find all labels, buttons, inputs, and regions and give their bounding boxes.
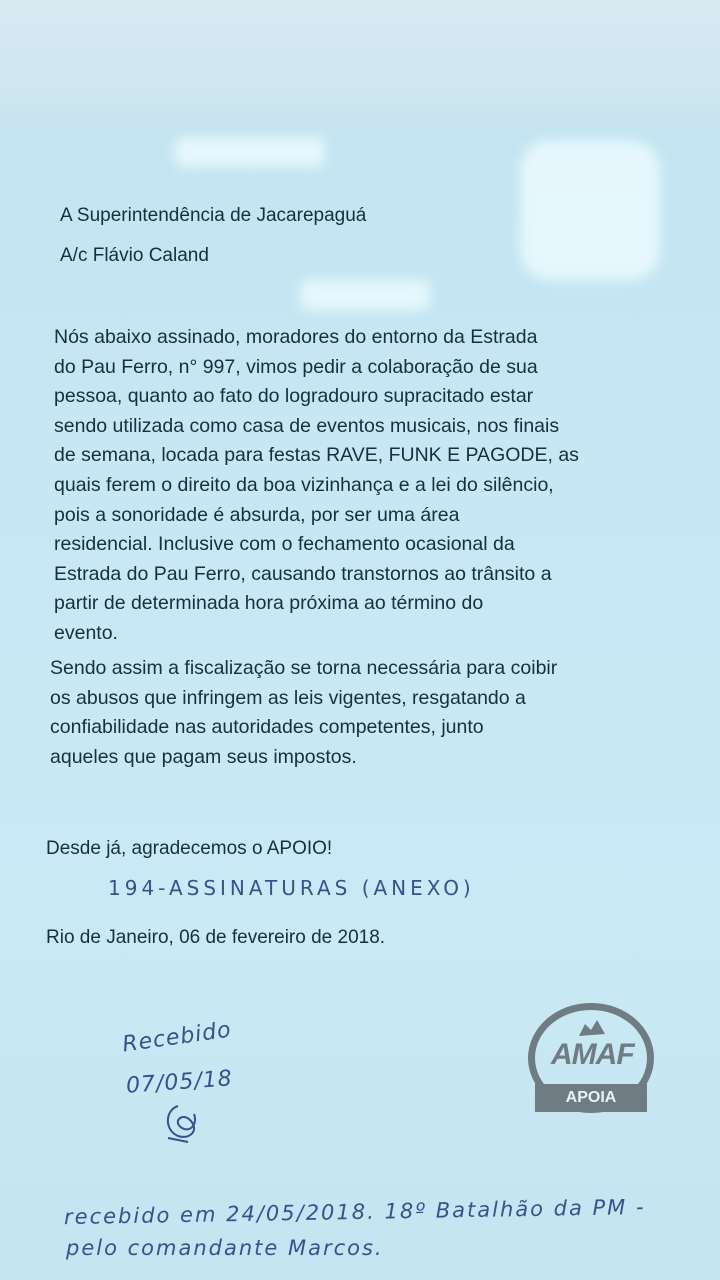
thanks-line: Desde já, agradecemos o APOIO! (46, 838, 333, 859)
paragraph-line: de semana, locada para festas RAVE, FUNK E PAGODE, as (54, 444, 579, 467)
amaf-stamp (528, 1003, 654, 1113)
signature-scribble (160, 1100, 210, 1145)
place-date-line: Rio de Janeiro, 06 de fevereiro de 2018. (46, 927, 386, 948)
paragraph-line: sendo utilizada como casa de eventos musicais, nos finais (54, 414, 560, 437)
paragraph-line: aqueles que pagam seus impostos. (50, 745, 357, 768)
paragraph-line: Estrada do Pau Ferro, causando transtornos ao trânsito a (54, 562, 552, 585)
paragraph-line: Nós abaixo assinado, moradores do entorno da Estrada (54, 326, 538, 348)
folded-paper-top (0, 0, 720, 136)
stamp-logo-text: AMAF (551, 1038, 634, 1071)
paragraph-line: os abusos que infringem as leis vigentes, resgatando a (50, 686, 526, 709)
stamp-bird-icon (577, 1016, 607, 1038)
paragraph-2 (50, 654, 610, 772)
paragraph-line: confiabilidade nas autoridades competentes, junto (50, 716, 484, 739)
received-word: Recebido (120, 1017, 234, 1058)
paragraph-line: evento. (54, 621, 118, 644)
paragraph-1 (54, 323, 614, 649)
signatures-note: 194-ASSINATURAS (ANEXO) (108, 876, 475, 900)
paragraph-line: pois a sonoridade é absurda, por ser uma área (54, 503, 460, 526)
stamp-label: APOIA (535, 1084, 647, 1112)
received-date: 07/05/18 (125, 1066, 234, 1099)
received-footer-line-1: recebido em 24/05/2018. 18º Batalhão da PM - (63, 1194, 646, 1230)
paragraph-line: pessoa, quanto ao fato do logradouro supracitado estar (54, 385, 534, 408)
addressee-line: A Superintendência de Jacarepaguá (60, 205, 367, 226)
redacted-area-top (175, 137, 325, 167)
received-footer-line-2: pelo comandante Marcos. (66, 1236, 384, 1260)
paragraph-line: do Pau Ferro, n° 997, vimos pedir a colaboração de sua (54, 355, 538, 378)
paragraph-line: partir de determinada hora próxima ao término do (54, 592, 484, 615)
attention-line: A/c Flávio Caland (60, 245, 209, 266)
paragraph-line: quais ferem o direito da boa vizinhança e a lei do silêncio, (54, 473, 554, 496)
paragraph-line: Sendo assim a fiscalização se torna necessária para coibir (50, 657, 558, 679)
redacted-area-right (520, 140, 660, 280)
redacted-area-mid (300, 280, 430, 310)
paragraph-line: residencial. Inclusive com o fechamento ocasional da (54, 533, 515, 556)
